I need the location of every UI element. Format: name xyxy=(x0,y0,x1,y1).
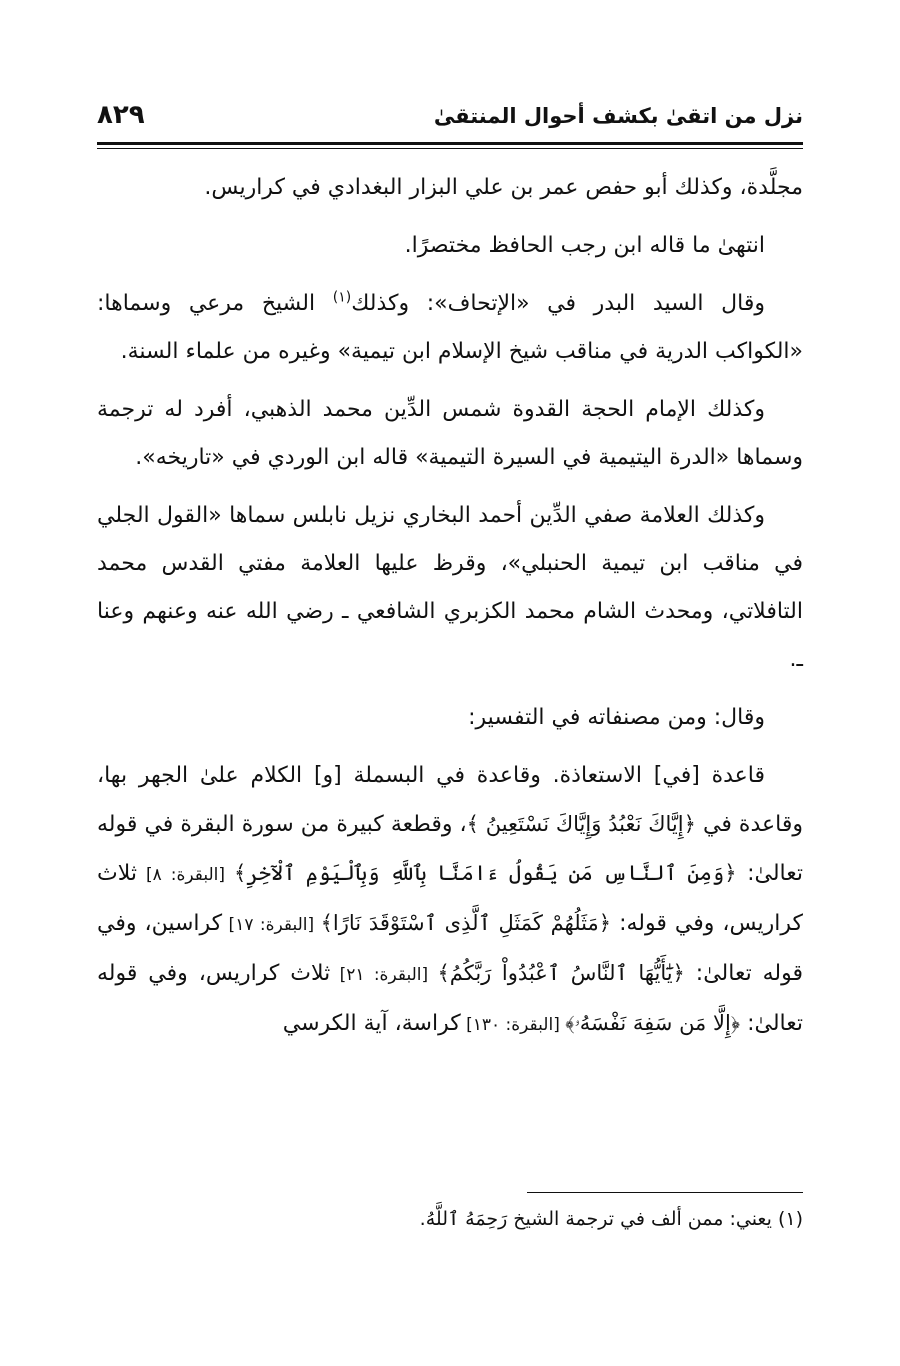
text-segment: ، وقطعة كبيرة من سورة البقرة في قوله تعالىٰ: xyxy=(97,812,803,886)
paragraph-2: انتهىٰ ما قاله ابن رجب الحافظ مختصرًا. xyxy=(404,233,765,258)
footnote-separator xyxy=(527,1192,803,1193)
paragraph-7 xyxy=(97,752,803,1049)
verse-reference: [البقرة: ١٣٠] xyxy=(460,1015,566,1035)
quran-verse: ﴿إِيَّاكَ نَعْبُدُ وَإِيَّاكَ نَسْتَعِينُ ﴾ xyxy=(466,812,696,836)
paragraph-3 xyxy=(97,280,803,376)
footnote xyxy=(97,1204,803,1234)
quran-verse: ﴿مَثَلُهُمْ كَمَثَلِ ٱلَّذِى ٱسْتَوْقَدَ نَارًا﴾ xyxy=(320,911,612,935)
verse-reference: [البقرة: ٢١] xyxy=(330,965,438,985)
main-text xyxy=(97,164,803,1059)
paragraph-6: وقال: ومن مصنفاته في التفسير: xyxy=(468,705,765,730)
text-segment: ثلاث كراريس، وفي قوله: xyxy=(97,861,803,936)
paragraph-5: وكذلك العلامة صفي الدِّين أحمد البخاري نزيل نابلس سماها «القول الجلي في مناقب ابن تيمية الحنبلي»، وقرظ عليها العلامة مفتي القدس محمد التافلاتي، ومحدث الشام محمد الكزبري الشافعي ـ رضي الله عنه وعنهم وعنا ـ. xyxy=(97,503,803,672)
running-title: نزل من اتقىٰ بكشف أحوال المنتقىٰ xyxy=(433,104,803,128)
paragraph-4: وكذلك الإمام الحجة القدوة شمس الدِّين محمد الذهبي، أفرد له ترجمة وسماها «الدرة اليتيمية في السيرة التيمية» قاله ابن الوردي في «تاريخه». xyxy=(97,397,803,470)
quran-verse: ﴿وَمِنَ ٱلنَّاسِ مَن يَقُولُ ءَامَنَّا بِٱللَّهِ وَبِٱلْيَوْمِ ٱلْآخِرِ﴾ xyxy=(234,861,737,885)
footnote-reference[interactable]: (١) xyxy=(332,289,352,306)
quran-verse: ﴿يَٰٓأَيُّهَا ٱلنَّاسُ ٱعْبُدُواْ رَبَّكُمُ﴾ xyxy=(437,961,685,985)
page-number: ٨٢٩ xyxy=(97,100,145,130)
verse-reference: [البقرة: ٨] xyxy=(136,865,234,885)
footnote-text: يعني: ممن ألف في ترجمة الشيخ رَحِمَهُ ٱللَّهُ. xyxy=(419,1208,772,1230)
paragraph-1: مجلَّدة، وكذلك أبو حفص عمر بن علي البزار البغدادي في كراريس. xyxy=(204,175,803,200)
footnote-marker: (١) xyxy=(777,1208,803,1230)
verse-reference: [البقرة: ١٧] xyxy=(222,915,321,935)
page-header xyxy=(97,100,803,138)
text-segment: كراسين، وفي قوله تعالىٰ: xyxy=(97,911,804,986)
paragraph-3-part-a: وقال السيد البدر في «الإتحاف»: وكذلك xyxy=(351,291,765,316)
text-segment: ثلاث كراريس، وفي قوله تعالىٰ: xyxy=(97,961,803,1036)
header-rule-thick xyxy=(97,142,803,145)
quran-verse: ﴿إِلَّا مَن سَفِهَ نَفْسَهُۥ﴾ xyxy=(565,1011,741,1035)
text-segment: كراسة، آية الكرسي xyxy=(282,1011,461,1036)
header-rule-thin xyxy=(97,148,803,149)
text-segment: قاعدة [في] الاستعاذة. وقاعدة في البسملة [و] الكلام علىٰ الجهر بها، وقاعدة في xyxy=(97,763,803,837)
paragraph-3-part-b: الشيخ مرعي وسماها: «الكواكب الدرية في مناقب شيخ الإسلام ابن تيمية» وغيره من علماء السنة. xyxy=(97,291,803,364)
